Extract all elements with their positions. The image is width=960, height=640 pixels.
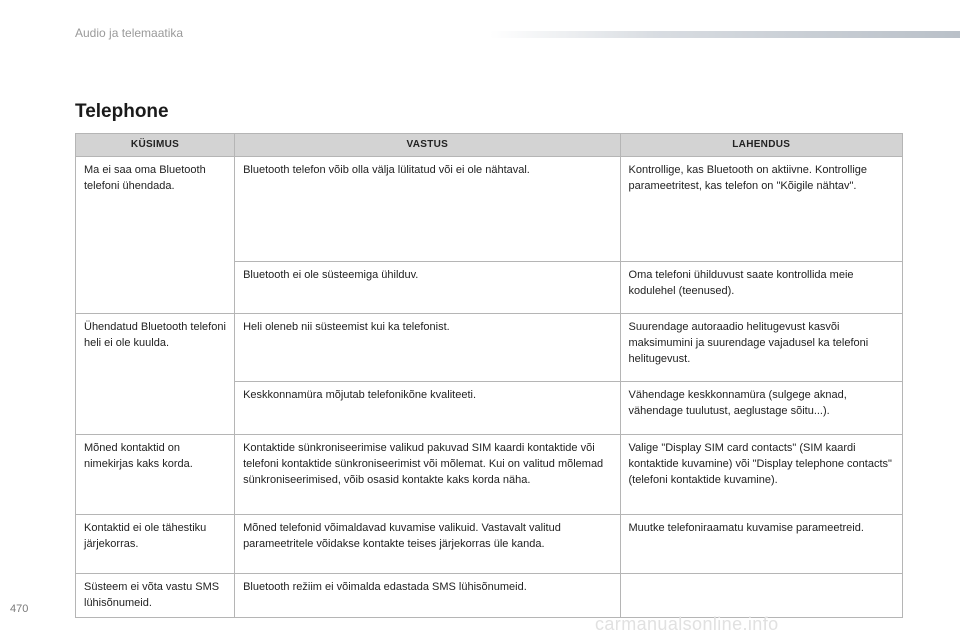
column-header-question: KÜSIMUS — [76, 134, 235, 157]
answer-cell: Bluetooth telefon võib olla välja lülitatud või ei ole nähtaval. — [235, 157, 620, 262]
solution-cell: Suurendage autoraadio helitugevust kasvõi maksimumini ja suurendage vajadusel ka telefoni helitugevust. — [620, 314, 902, 382]
column-header-solution: LAHENDUS — [620, 134, 902, 157]
question-cell: Kontaktid ei ole tähestiku järjekorras. — [76, 515, 235, 574]
table-header-row — [76, 134, 903, 157]
solution-cell: Muutke telefoniraamatu kuvamise parameetreid. — [620, 515, 902, 574]
table-row — [76, 435, 903, 515]
table-row — [76, 574, 903, 618]
question-cell: Ühendatud Bluetooth telefoni heli ei ole kuulda. — [76, 314, 235, 435]
table-row — [76, 157, 903, 262]
question-cell: Ma ei saa oma Bluetooth telefoni ühendada. — [76, 157, 235, 314]
question-cell: Mõned kontaktid on nimekirjas kaks korda. — [76, 435, 235, 515]
section-header: Audio ja telemaatika — [75, 26, 184, 40]
solution-cell — [620, 574, 902, 618]
table-row — [76, 515, 903, 574]
answer-cell: Kontaktide sünkroniseerimise valikud pakuvad SIM kaardi kontaktide või telefoni kontaktide sünkroniseerimist või mõlemat. Kui on valitud mõlemad sünkroniseerimised, võib osasid kontakte kaks korda näha. — [235, 435, 620, 515]
solution-cell: Kontrollige, kas Bluetooth on aktiivne. Kontrollige parameetritest, kas telefon on "Kõigile nähtav". — [620, 157, 902, 262]
troubleshooting-table — [75, 133, 903, 618]
question-cell: Süsteem ei võta vastu SMS lühisõnumeid. — [76, 574, 235, 618]
header-decorative-bar — [490, 31, 960, 38]
watermark: carmanualsonline.info — [595, 614, 779, 634]
solution-cell: Valige "Display SIM card contacts" (SIM kaardi kontaktide kuvamine) või "Display telephone contacts" (telefoni kontaktide kuvamine). — [620, 435, 902, 515]
answer-cell: Heli oleneb nii süsteemist kui ka telefonist. — [235, 314, 620, 382]
answer-cell: Mõned telefonid võimaldavad kuvamise valikuid. Vastavalt valitud parameetritele võidakse kontakte teises järjekorras üle kanda. — [235, 515, 620, 574]
column-header-answer: VASTUS — [235, 134, 620, 157]
page-number: 470 — [10, 603, 29, 615]
solution-cell: Oma telefoni ühilduvust saate kontrollida meie kodulehel (teenused). — [620, 262, 902, 314]
answer-cell: Keskkonnamüra mõjutab telefonikõne kvaliteeti. — [235, 382, 620, 435]
solution-cell: Vähendage keskkonnamüra (sulgege aknad, vähendage tuulutust, aeglustage sõitu...). — [620, 382, 902, 435]
answer-cell: Bluetooth ei ole süsteemiga ühilduv. — [235, 262, 620, 314]
page-title: Telephone — [75, 101, 169, 122]
table-row — [76, 314, 903, 382]
answer-cell: Bluetooth režiim ei võimalda edastada SMS lühisõnumeid. — [235, 574, 620, 618]
